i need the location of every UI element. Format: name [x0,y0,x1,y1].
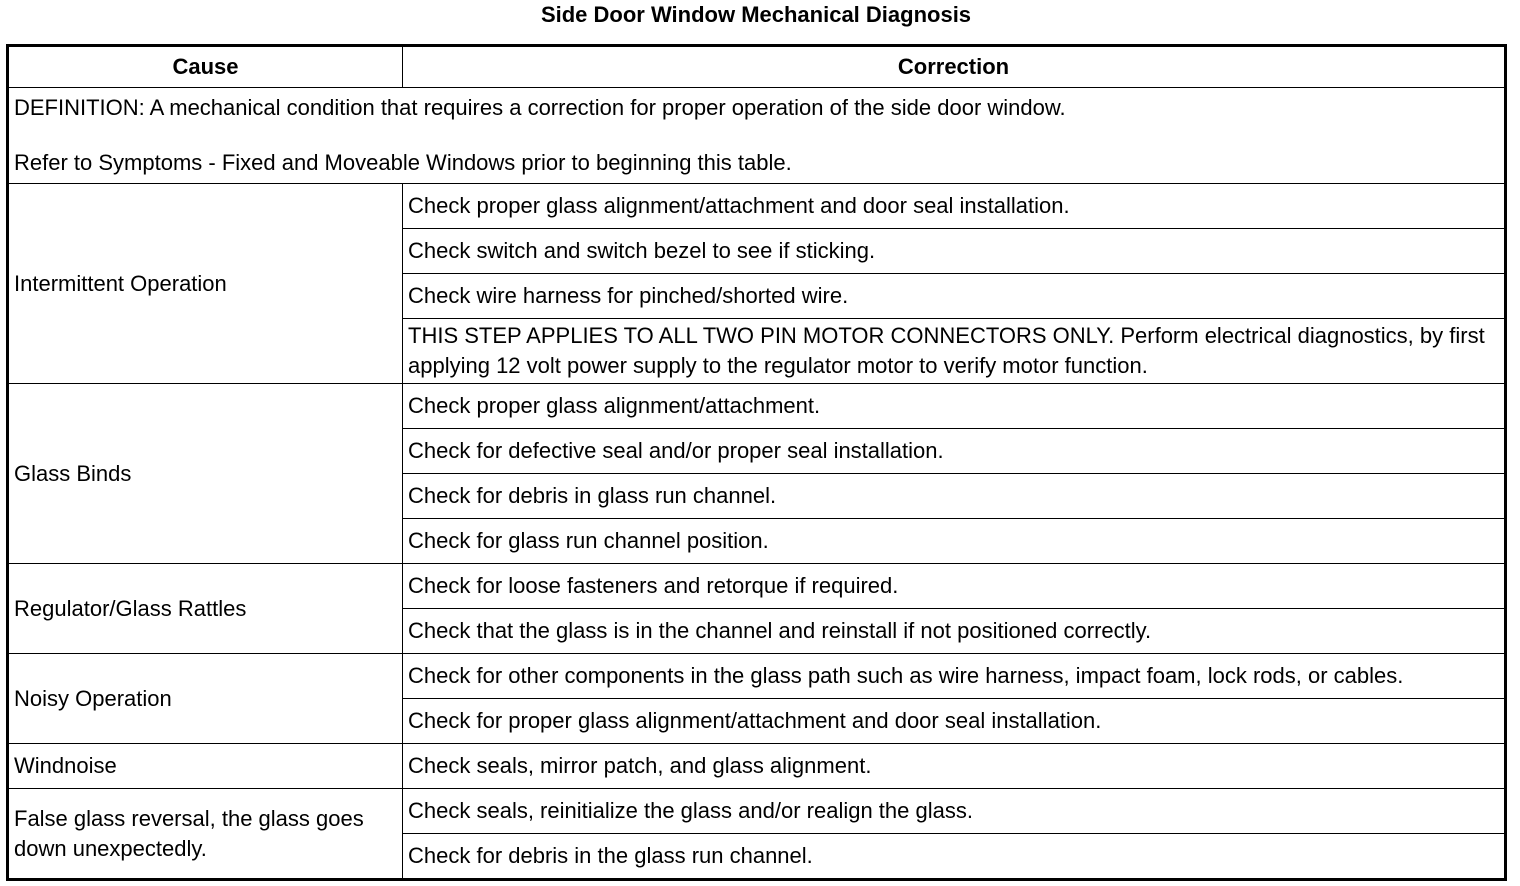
table-body [8,88,1506,880]
page-title: Side Door Window Mechanical Diagnosis [540,2,972,27]
table-row [8,789,1506,834]
definition-row [8,88,1506,184]
cause-cell: Windnoise [8,744,403,789]
cause-cell: Glass Binds [8,384,403,564]
cause-header: Cause [8,46,403,88]
correction-cell: Check switch and switch bezel to see if sticking. [403,229,1506,274]
correction-cell: THIS STEP APPLIES TO ALL TWO PIN MOTOR CONNECTORS ONLY. Perform electrical diagnostics, by first applying 12 volt power supply to the regulator motor to verify motor function. [403,319,1506,384]
correction-cell: Check for defective seal and/or proper seal installation. [403,429,1506,474]
diagnosis-table [6,44,1507,881]
correction-cell: Check that the glass is in the channel and reinstall if not positioned correctly. [403,609,1506,654]
correction-cell: Check for proper glass alignment/attachment and door seal installation. [403,699,1506,744]
correction-cell: Check seals, mirror patch, and glass alignment. [403,744,1506,789]
table-row [8,744,1506,789]
definition-text: DEFINITION: A mechanical condition that requires a correction for proper operation of the side door window. [14,95,1066,120]
correction-cell: Check proper glass alignment/attachment. [403,384,1506,429]
correction-cell: Check for debris in the glass run channel. [403,834,1506,880]
cause-cell: Regulator/Glass Rattles [8,564,403,654]
correction-cell: Check seals, reinitialize the glass and/or realign the glass. [403,789,1506,834]
cause-cell: False glass reversal, the glass goes down unexpectedly. [8,789,403,880]
correction-cell: Check for debris in glass run channel. [403,474,1506,519]
definition-cell [8,88,1506,184]
header-row [8,46,1506,88]
correction-cell: Check for other components in the glass path such as wire harness, impact foam, lock rods, or cables. [403,654,1506,699]
cause-cell: Noisy Operation [8,654,403,744]
definition-reference: Refer to Symptoms - Fixed and Moveable Windows prior to beginning this table. [14,150,792,175]
correction-cell: Check for glass run channel position. [403,519,1506,564]
correction-cell: Check proper glass alignment/attachment and door seal installation. [403,184,1506,229]
correction-cell: Check wire harness for pinched/shorted wire. [403,274,1506,319]
table-row [8,184,1506,229]
table-row [8,384,1506,429]
correction-header: Correction [403,46,1506,88]
correction-cell: Check for loose fasteners and retorque if required. [403,564,1506,609]
cause-cell: Intermittent Operation [8,184,403,384]
table-row [8,654,1506,699]
table-row [8,564,1506,609]
